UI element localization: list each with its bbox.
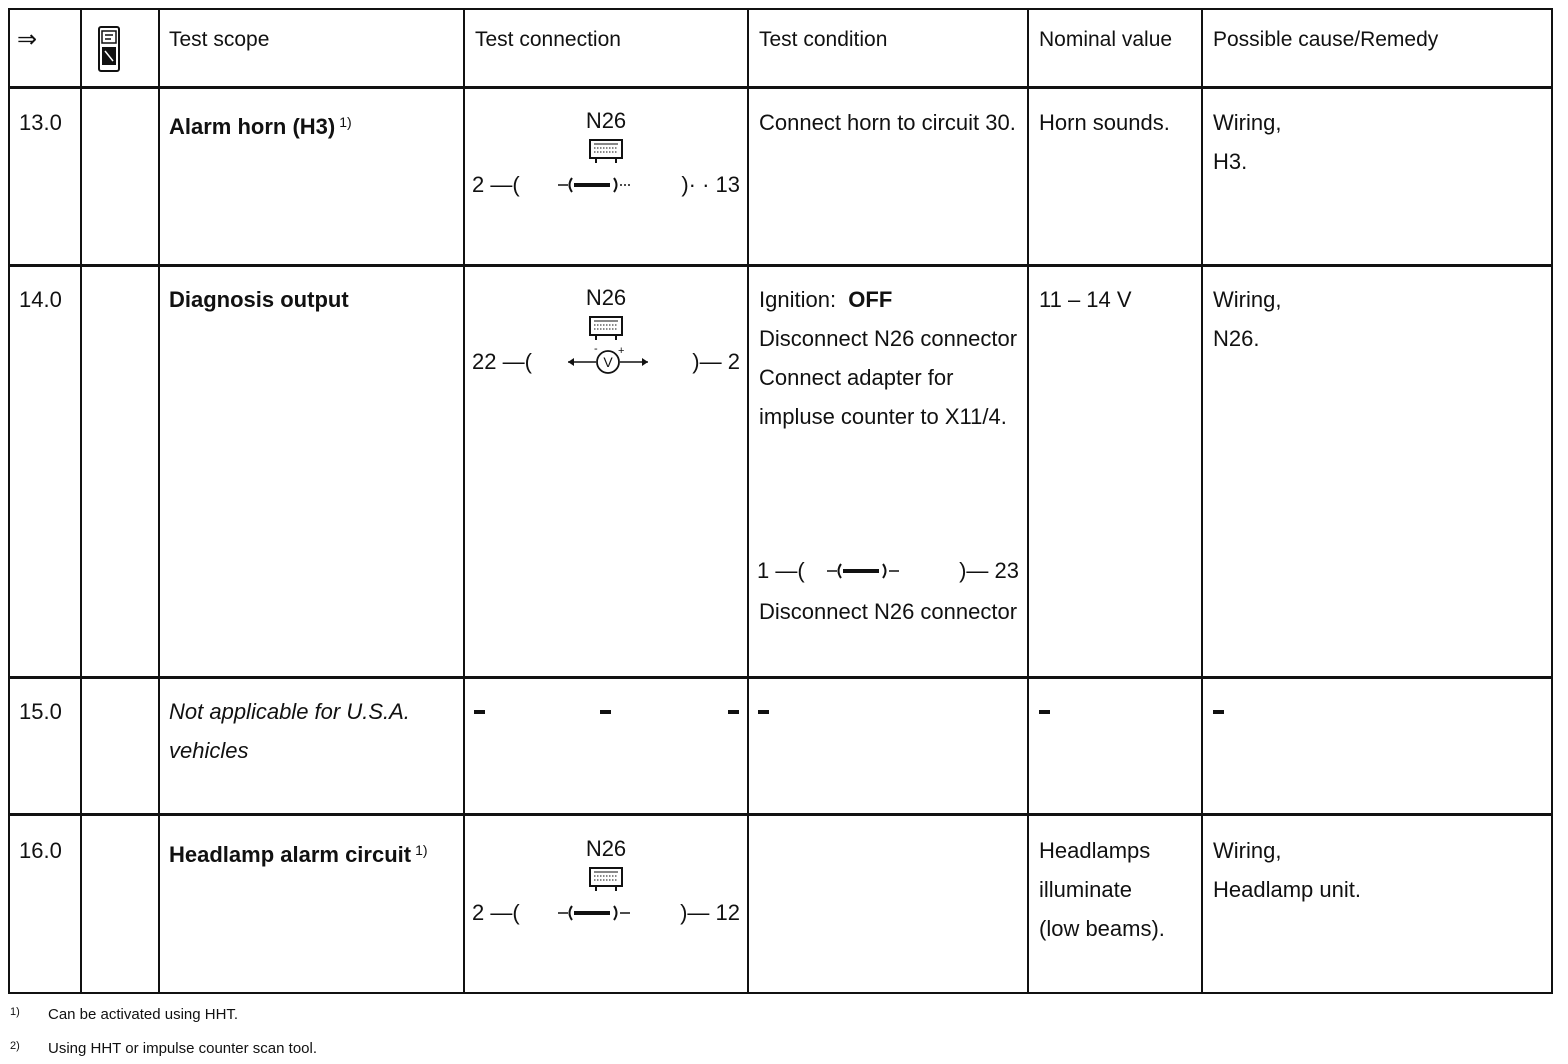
arrow-icon: ⇒ [17,26,38,53]
row-number: 15.0 [19,699,62,724]
row-scope: Not applicable for U.S.A. [169,699,410,724]
condition-label: Ignition: [759,287,837,312]
column-divider [747,8,749,994]
condition-connection [757,556,1019,586]
right-pin: )— 23 [959,558,1019,583]
header-test-connection: Test connection [475,28,621,51]
header-possible-cause: Possible cause/Remedy [1213,28,1439,51]
connection-diagram [468,836,744,956]
footnote-mark: 1) [10,1006,20,1018]
scope-label: Headlamp alarm circuit [169,842,412,867]
unit-label: N26 [585,108,627,133]
row-number: 14.0 [19,287,62,312]
row-number: 16.0 [19,838,62,863]
condition-value: OFF [848,287,893,312]
footnote-text: Can be activated using HHT. [48,1006,239,1023]
right-pin: )— 12 [680,900,740,925]
header-test-scope: Test scope [169,28,270,51]
possible-cause: Wiring, [1213,287,1282,312]
left-pin: 2 —( [472,900,520,925]
header-nominal-value: Nominal value [1039,28,1173,51]
not-applicable-dash [600,710,611,714]
connector-icon [588,866,624,892]
connector-icon [588,315,624,341]
not-applicable-dash [1039,710,1050,714]
column-divider [463,8,465,994]
column-divider [1027,8,1029,994]
row-scope: Diagnosis output [169,287,349,312]
tester-icon [96,26,122,84]
svg-text:V: V [603,354,613,370]
left-pin: 1 —( [757,558,805,583]
unit-label: N26 [585,836,627,861]
possible-cause: Wiring, [1213,838,1282,863]
possible-cause: Headlamp unit. [1213,877,1361,902]
row-scope [169,831,428,874]
test-condition: impluse counter to X11/4. [759,404,1007,429]
nominal-value: (low beams). [1039,916,1165,941]
jumper-wire-icon [827,556,937,586]
left-pin: 22 —( [472,349,532,374]
connection-diagram [468,285,744,405]
test-condition: Disconnect N26 connector [759,599,1018,624]
nominal-value: illuminate [1039,877,1132,902]
nominal-value: 11 – 14 V [1039,287,1132,312]
scope-label: Alarm horn (H3) [169,114,336,139]
svg-text:+: + [618,347,625,357]
column-divider [1201,8,1203,994]
row-divider [8,264,1553,267]
footnote-mark: 2) [10,1040,20,1052]
header-test-condition: Test condition [759,28,888,51]
footnote-text: Using HHT or impulse counter scan tool. [48,1040,318,1057]
test-condition: Connect horn to circuit 30. [759,110,1016,135]
voltmeter-icon [558,347,668,377]
possible-cause: H3. [1213,149,1248,174]
connection-diagram [468,108,744,228]
unit-label: N26 [585,285,627,310]
left-pin: 2 —( [472,172,520,197]
column-divider [80,8,82,994]
row-number: 13.0 [19,110,62,135]
test-condition: Connect adapter for [759,365,954,390]
jumper-wire-icon [558,170,668,200]
jumper-wire-icon [558,898,668,928]
svg-text:-: - [594,347,598,355]
possible-cause: Wiring, [1213,110,1282,135]
not-applicable-dash [474,710,485,714]
test-condition: Disconnect N26 connector [759,326,1018,351]
row-divider [8,813,1553,816]
not-applicable-dash [758,710,769,714]
not-applicable-dash [1213,710,1224,714]
row-divider [8,86,1553,89]
row-scope: vehicles [169,738,249,763]
row-scope [169,103,352,146]
test-condition [759,280,892,319]
footnote [10,1036,317,1059]
right-pin: )— 2 [692,349,740,374]
nominal-value: Headlamps [1039,838,1151,863]
possible-cause: N26. [1213,326,1260,351]
footnote-ref: 1) [415,842,428,858]
column-divider [158,8,160,994]
right-pin: )· · 13 [681,172,740,197]
connector-icon [588,138,624,164]
nominal-value: Horn sounds. [1039,110,1170,135]
footnote [10,1002,238,1025]
footnote-ref: 1) [339,114,352,130]
not-applicable-dash [728,710,739,714]
row-divider [8,676,1553,679]
